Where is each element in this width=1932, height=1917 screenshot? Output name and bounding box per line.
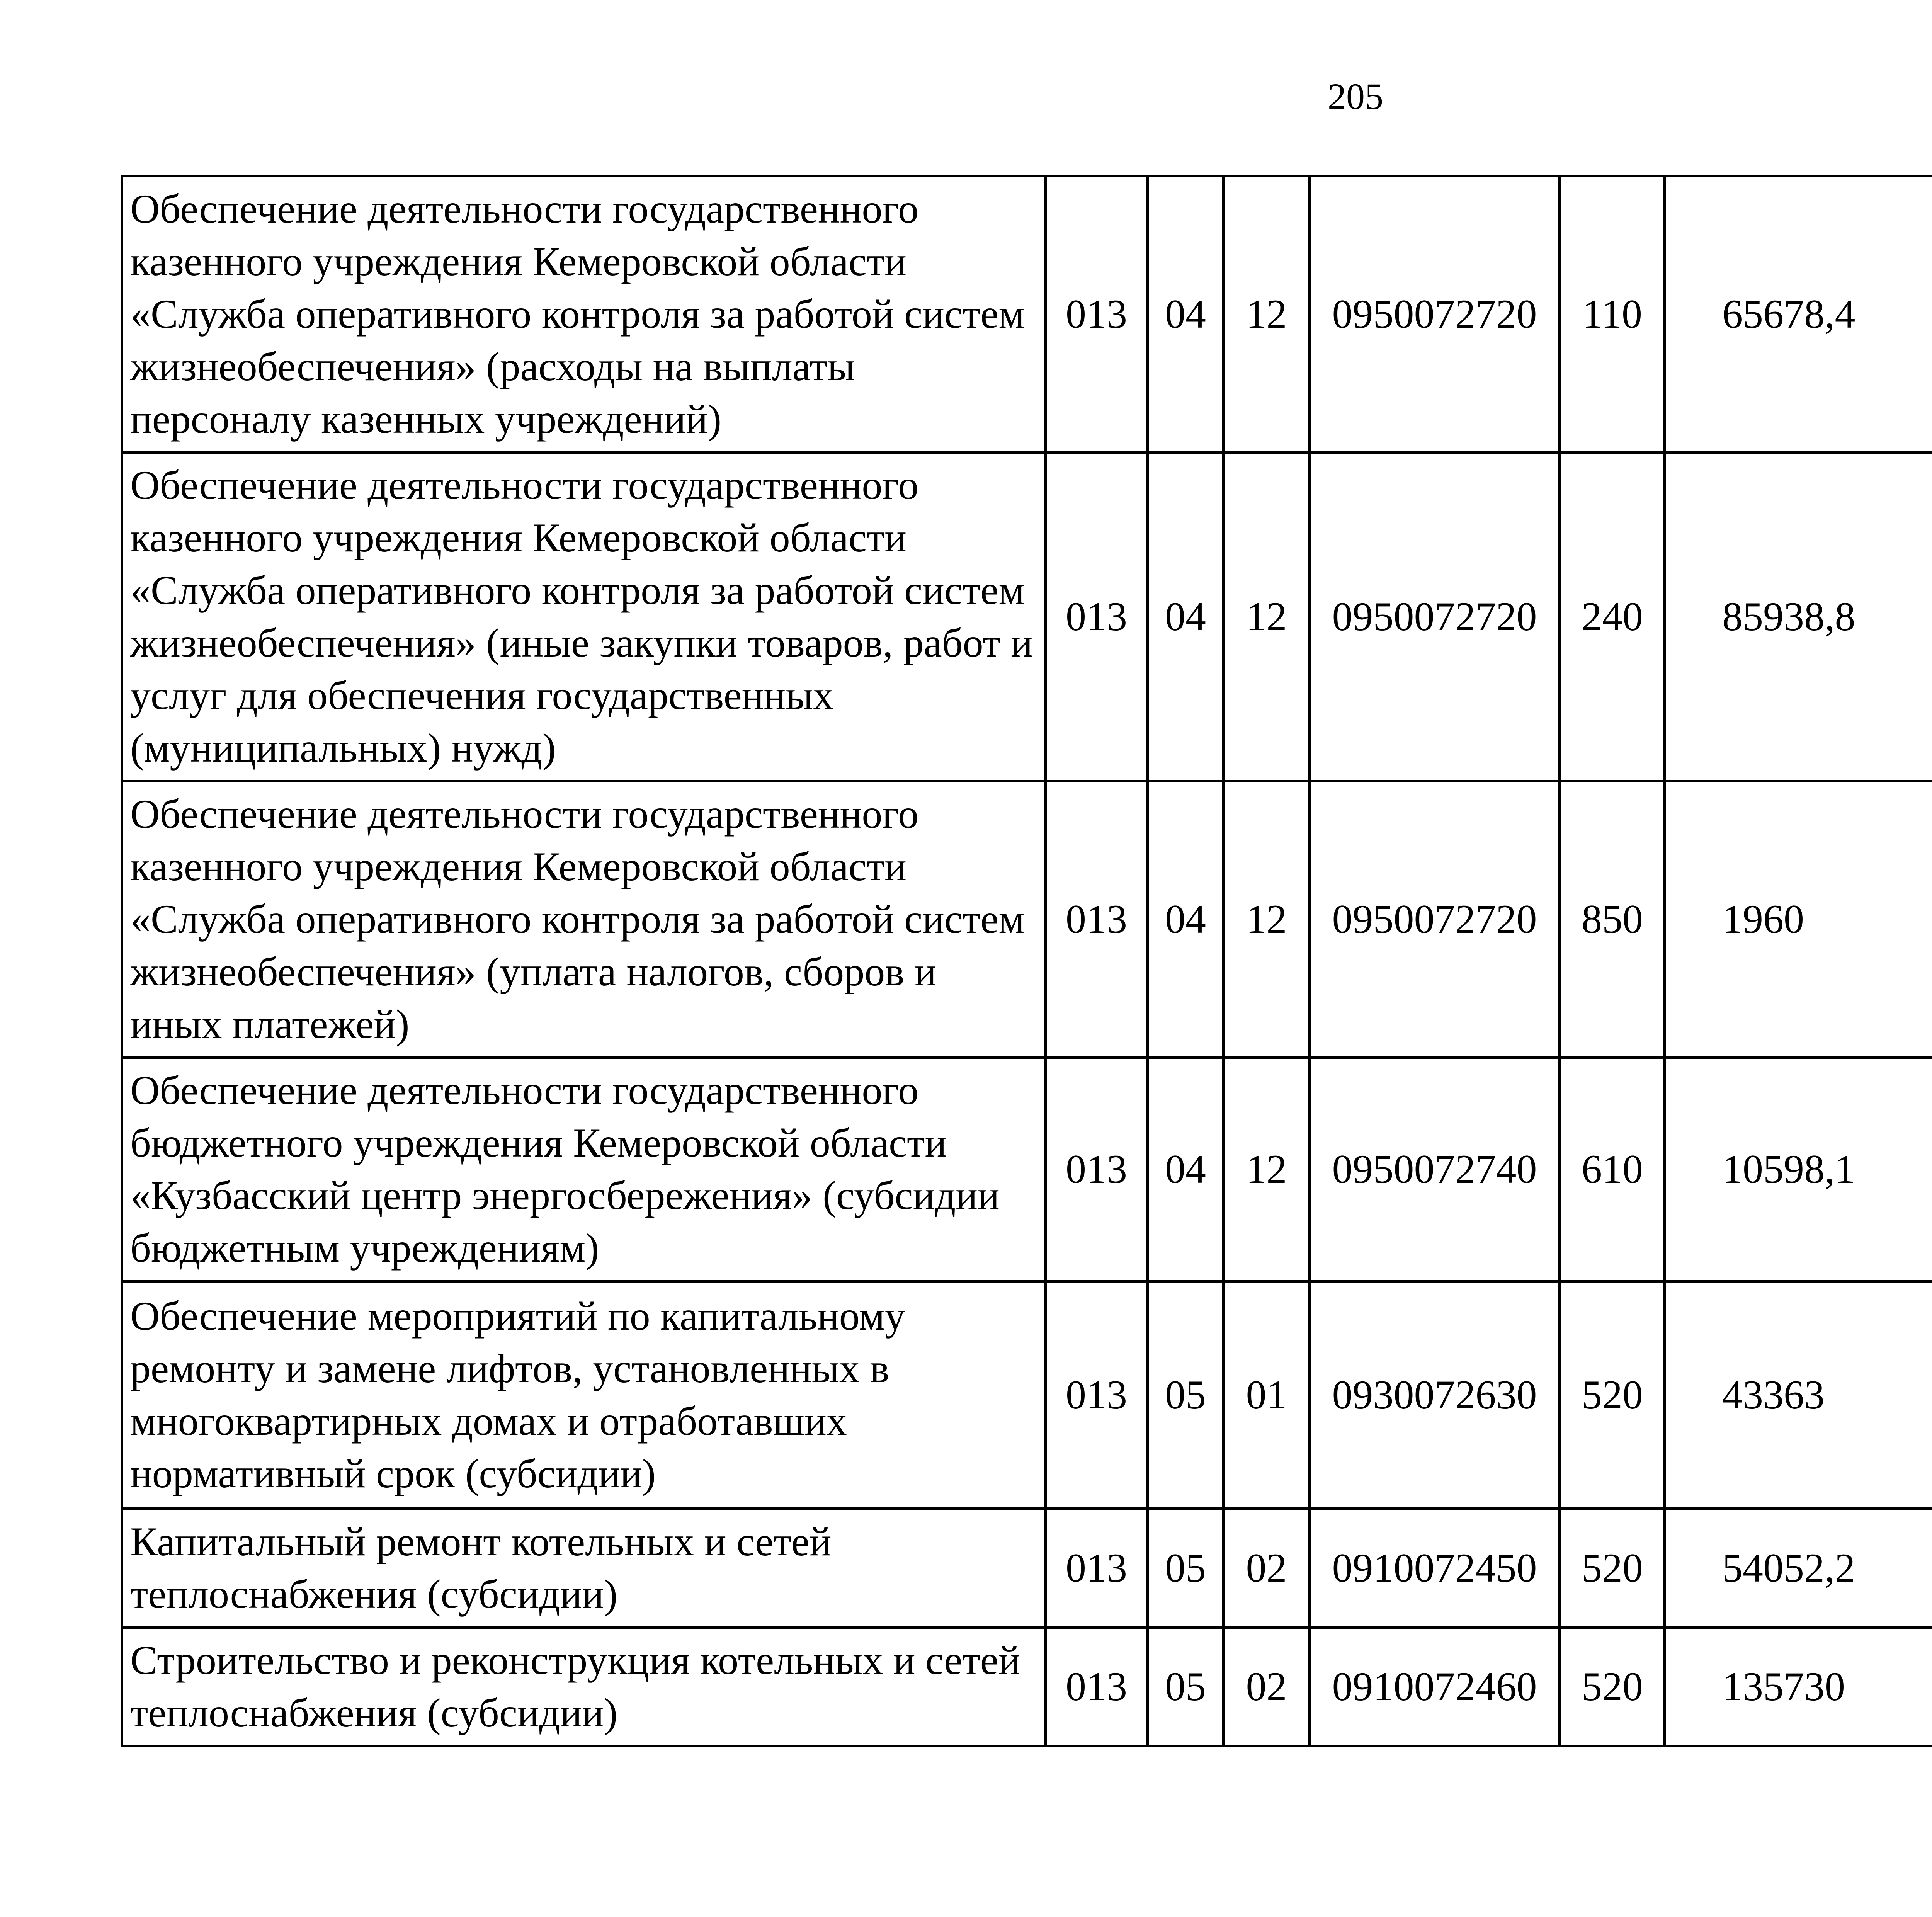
expense-type-code: 110 [1560,176,1665,452]
row-description: Обеспечение деятельности государственного бюджетного учреждения Кемеровской области «Кузбасский центр энергосбережения» (субсидии бюджетным учреждениям) [122,1058,1046,1281]
page-number: 205 [1328,76,1383,117]
subsection-code: 02 [1224,1628,1310,1746]
subsection-code: 01 [1224,1281,1310,1509]
expense-type-code: 850 [1560,781,1665,1058]
target-article-code: 0950072740 [1310,1058,1560,1281]
row-description: Обеспечение деятельности государственного казенного учреждения Кемеровской области «Служба оперативного контроля за работой систем жизнеобеспечения» (уплата налогов, сборов и иных платежей) [122,781,1046,1058]
grbs-code: 013 [1046,781,1148,1058]
row-description: Обеспечение мероприятий по капитальному ремонту и замене лифтов, установленных в многоквартирных домах и отработавших нормативный срок (субсидии) [122,1281,1046,1509]
row-description: Обеспечение деятельности государственного казенного учреждения Кемеровской области «Служба оперативного контроля за работой систем жизнеобеспечения» (расходы на выплаты персоналу казенных учреждений) [122,176,1046,452]
section-code: 04 [1148,781,1224,1058]
subsection-code: 12 [1224,452,1310,781]
table-row [122,1628,1932,1746]
table-row [122,781,1932,1058]
amount-year-1: 54052,2 [1665,1509,1932,1628]
section-code: 04 [1148,452,1224,781]
row-description: Капитальный ремонт котельных и сетей теплоснабжения (субсидии) [122,1509,1046,1628]
grbs-code: 013 [1046,1058,1148,1281]
amount-year-1: 135730 [1665,1628,1932,1746]
amount-year-1: 85938,8 [1665,452,1932,781]
expense-type-code: 240 [1560,452,1665,781]
expense-type-code: 520 [1560,1281,1665,1509]
section-code: 04 [1148,1058,1224,1281]
amount-year-1: 65678,4 [1665,176,1932,452]
grbs-code: 013 [1046,1628,1148,1746]
subsection-code: 12 [1224,176,1310,452]
expense-type-code: 520 [1560,1509,1665,1628]
grbs-code: 013 [1046,452,1148,781]
target-article-code: 0930072630 [1310,1281,1560,1509]
section-code: 05 [1148,1509,1224,1628]
subsection-code: 12 [1224,781,1310,1058]
subsection-code: 02 [1224,1509,1310,1628]
budget-table [121,175,1932,1747]
section-code: 04 [1148,176,1224,452]
row-description: Строительство и реконструкция котельных и сетей теплоснабжения (субсидии) [122,1628,1046,1746]
target-article-code: 0950072720 [1310,452,1560,781]
subsection-code: 12 [1224,1058,1310,1281]
amount-year-1: 10598,1 [1665,1058,1932,1281]
section-code: 05 [1148,1281,1224,1509]
table-row [122,1058,1932,1281]
target-article-code: 0950072720 [1310,781,1560,1058]
amount-year-1: 1960 [1665,781,1932,1058]
grbs-code: 013 [1046,1509,1148,1628]
table-row [122,1281,1932,1509]
table-row [122,452,1932,781]
target-article-code: 0910072460 [1310,1628,1560,1746]
expense-type-code: 520 [1560,1628,1665,1746]
target-article-code: 0910072450 [1310,1509,1560,1628]
table-row [122,1509,1932,1628]
expense-type-code: 610 [1560,1058,1665,1281]
row-description: Обеспечение деятельности государственного казенного учреждения Кемеровской области «Служба оперативного контроля за работой систем жизнеобеспечения» (иные закупки товаров, работ и услуг для обеспечения государственных (муниципальных) нужд) [122,452,1046,781]
amount-year-1: 43363 [1665,1281,1932,1509]
table-row [122,176,1932,452]
section-code: 05 [1148,1628,1224,1746]
grbs-code: 013 [1046,176,1148,452]
target-article-code: 0950072720 [1310,176,1560,452]
grbs-code: 013 [1046,1281,1148,1509]
